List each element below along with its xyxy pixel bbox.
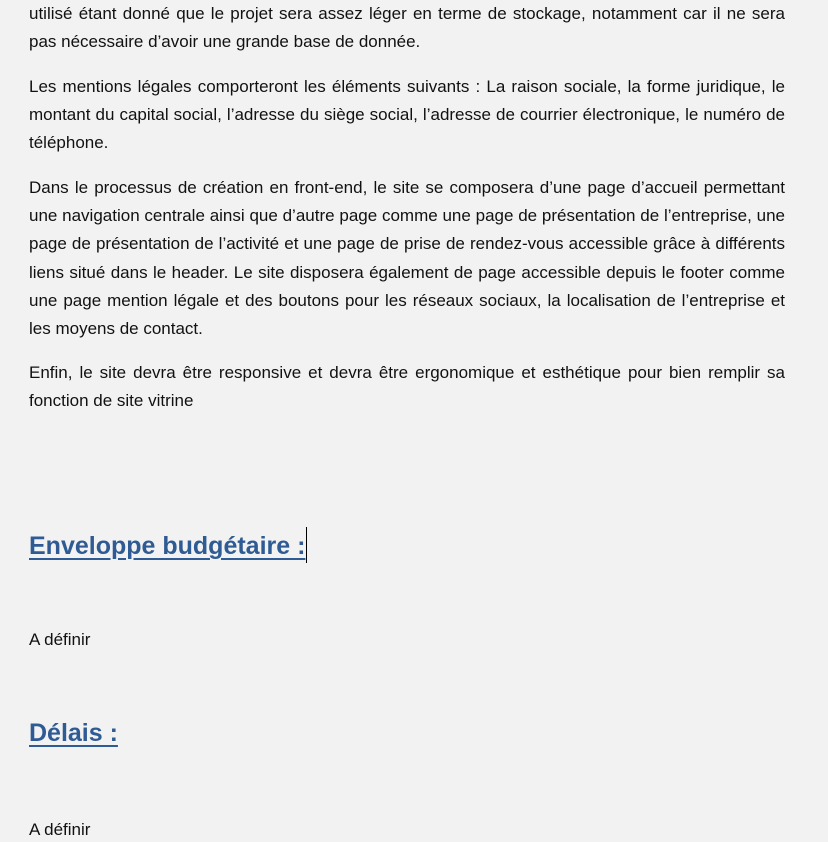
heading-text: Enveloppe budgétaire :: [29, 532, 306, 560]
paragraph-text: Les mentions légales comporteront les éléments suivants : La raison sociale, la forme juridique, le montant du capital social, l’adresse du siège social, l’adresse de courrier électronique, le numéro de téléphone.: [29, 77, 785, 153]
heading-delays: Délais :: [29, 719, 118, 747]
paragraph-front-end: [29, 174, 785, 343]
paragraph-legal-mentions: [29, 73, 785, 158]
paragraph-text: Enfin, le site devra être responsive et devra être ergonomique et esthétique pour bien remplir sa fonction de site vitrine: [29, 363, 785, 411]
delays-value: A définir: [29, 820, 91, 839]
heading-budget: [29, 527, 307, 563]
paragraph-conclusion: [29, 359, 785, 415]
paragraph-storage: [29, 0, 785, 56]
paragraph-text: utilisé étant donné que le projet sera assez léger en terme de stockage, notamment car il ne sera pas nécessaire d’avoir une grande base de donnée.: [29, 4, 785, 52]
paragraph-text: Dans le processus de création en front-end, le site se composera d’une page d’accueil permettant une navigation centrale ainsi que d’autre page comme une page de présentation de l’entreprise, une page de présentation de l’activité et une page de prise de rendez-vous accessible grâce à différents liens situé dans le header. Le site disposera également de page accessible depuis le footer comme une page mention légale et des boutons pour les réseaux sociaux, la localisation de l’entreprise et les moyens de contact.: [29, 178, 785, 339]
budget-value: A définir: [29, 630, 91, 649]
text-cursor: [306, 527, 307, 563]
